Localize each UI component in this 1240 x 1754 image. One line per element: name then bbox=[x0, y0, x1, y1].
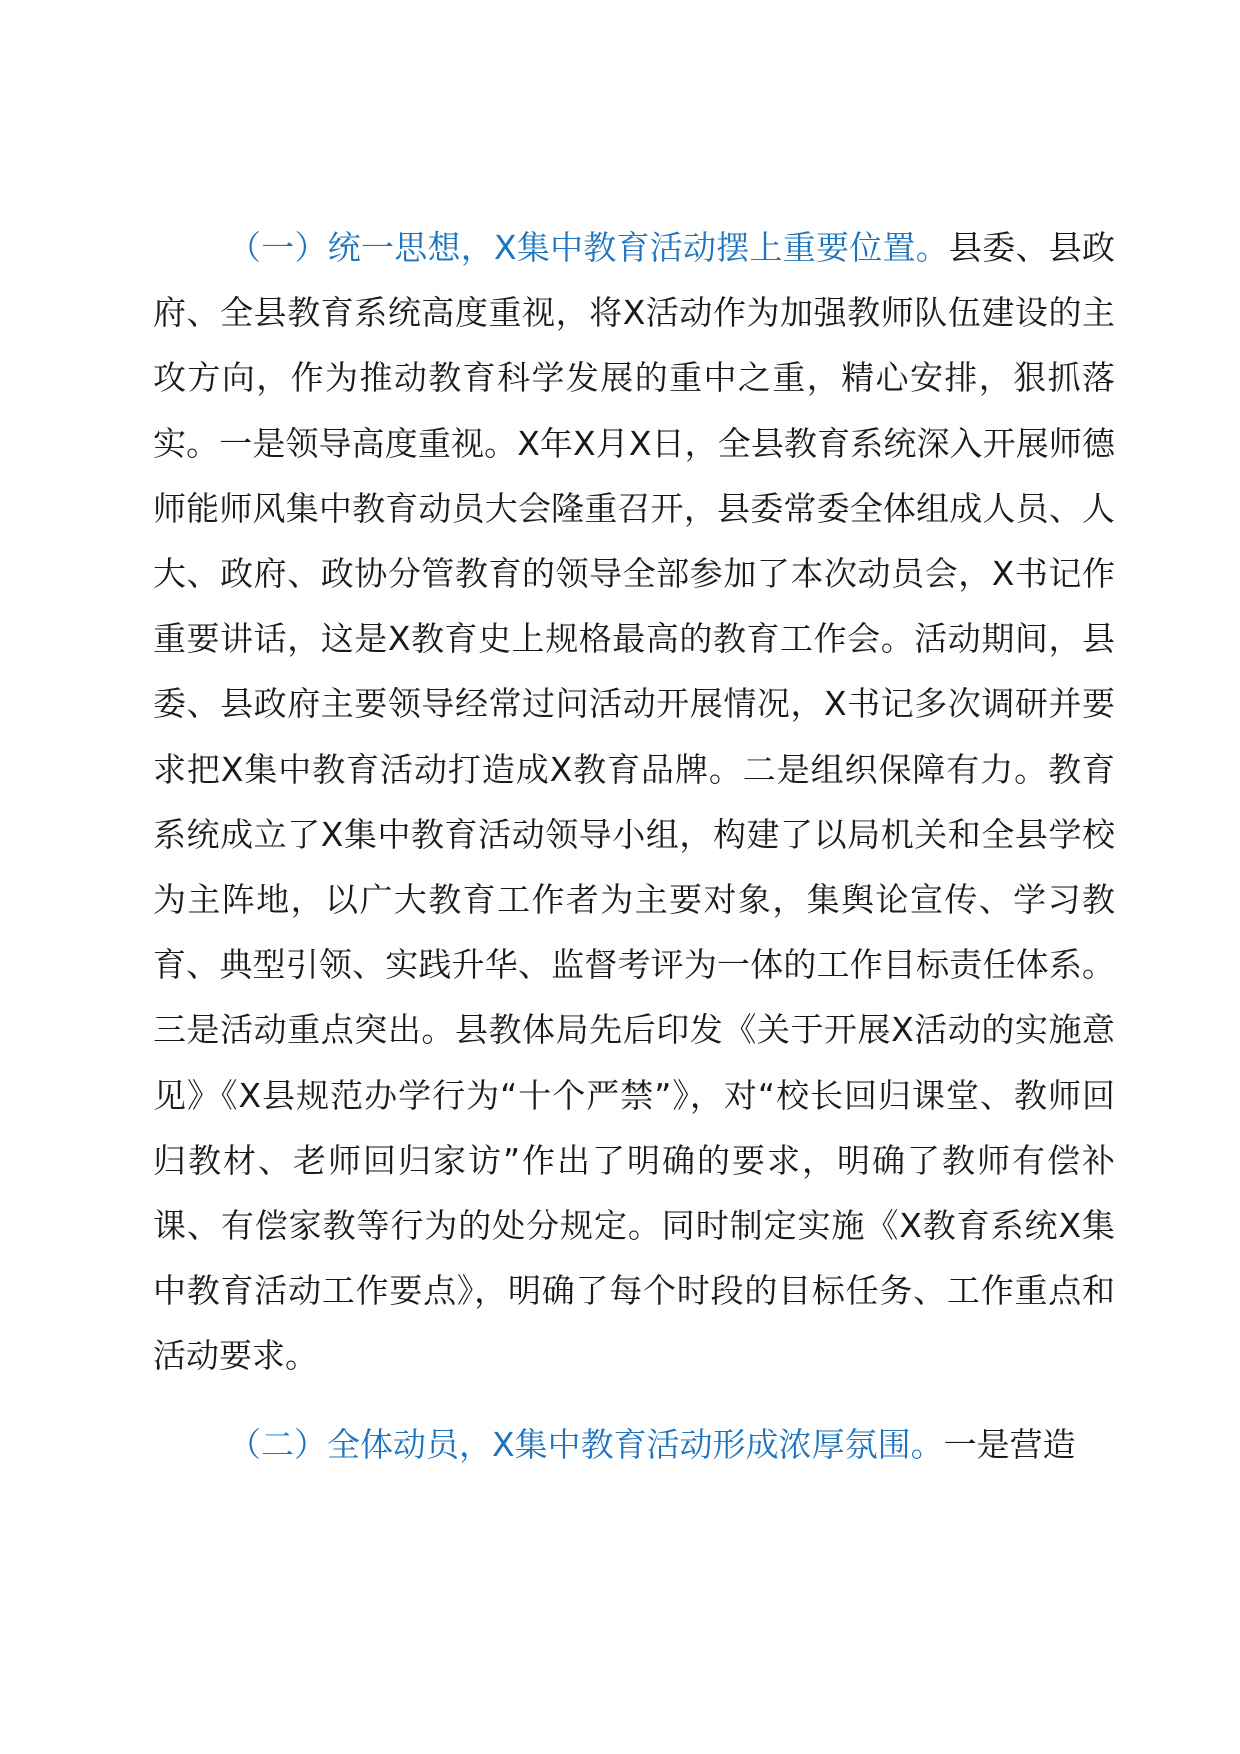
document-page bbox=[153, 215, 1115, 1477]
section-heading-1: （一）统一思想，X集中教育活动摆上重要位置。 bbox=[228, 228, 950, 267]
section-heading-2: （二）全体动员，X集中教育活动形成浓厚氛围。 bbox=[228, 1424, 944, 1464]
paragraph-2 bbox=[153, 1412, 1115, 1477]
paragraph-1-body: 县委、县政府、全县教育系统高度重视，将X活动作为加强教师队伍建设的主攻方向，作为推动教育科学发展的重中之重，精心安排，狠抓落实。一是领导高度重视。X年X月X日，全县教育系统深入开展师德师能师风集中教育动员大会隆重召开，县委常委全体组成人员、人大、政府、政协分管教育的领导全部参加了本次动员会，X书记作重要讲话，这是X教育史上规格最高的教育工作会。活动期间，县委、县政府主要领导经常过问活动开展情况，X书记多次调研并要求把X集中教育活动打造成X教育品牌。二是组织保障有力。教育系统成立了X集中教育活动领导小组，构建了以局机关和全县学校为主阵地，以广大教育工作者为主要对象，集舆论宣传、学习教育、典型引领、实践升华、监督考评为一体的工作目标责任体系。三是活动重点突出。县教体局先后印发《关于开展X活动的实施意见》《X县规范办学行为“十个严禁”》，对“校长回归课堂、教师回归教材、老师回归家访”作出了明确的要求，明确了教师有偿补课、有偿家教等行为的处分规定。同时制定实施《X教育系统X集中教育活动工作要点》，明确了每个时段的目标任务、工作重点和活动要求。 bbox=[153, 228, 1115, 1376]
paragraph-2-body: 一是营造 bbox=[943, 1424, 1076, 1464]
paragraph-1 bbox=[153, 215, 1115, 1389]
